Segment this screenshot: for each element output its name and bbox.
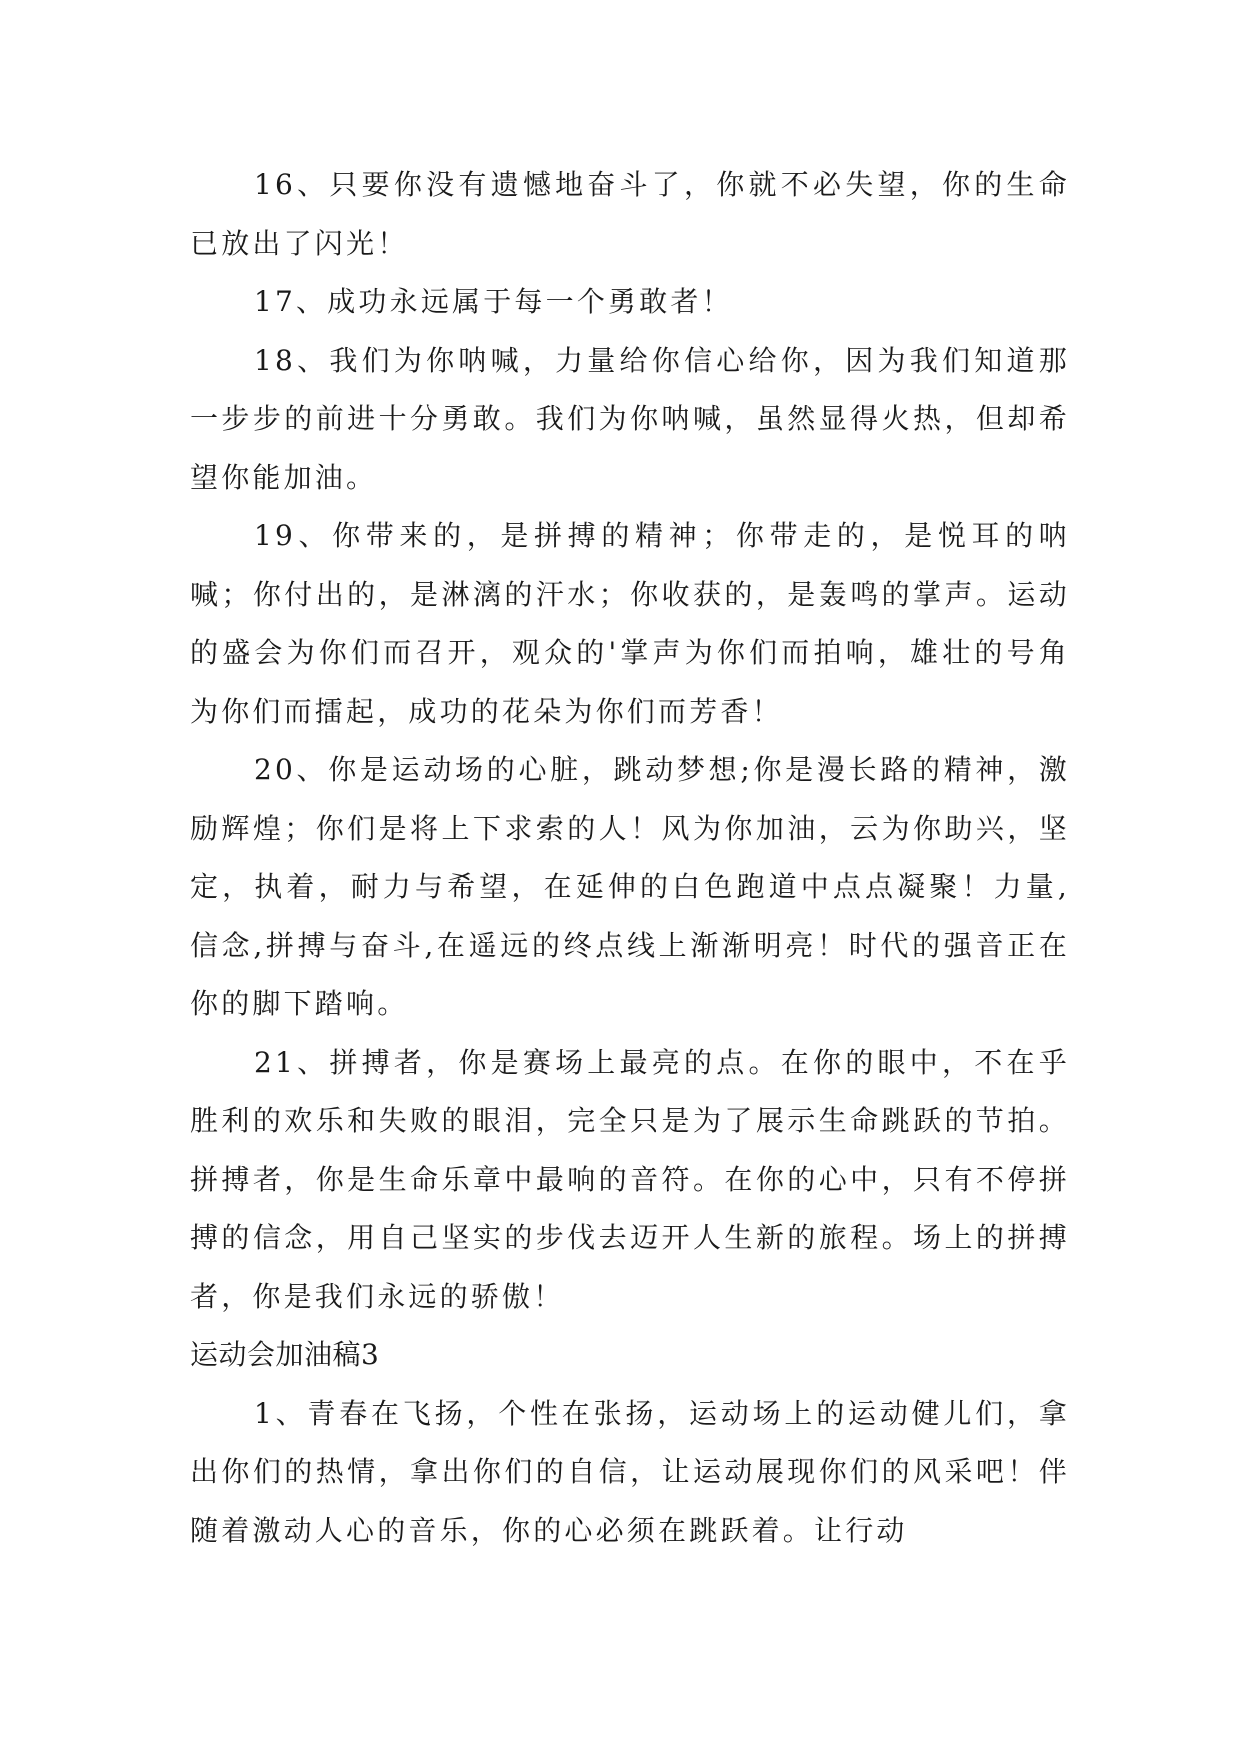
paragraph-19: 19、你带来的，是拼搏的精神；你带走的，是悦耳的呐喊；你付出的，是淋漓的汗水；你收获的，是轰鸣的掌声。运动的盛会为你们而召开，观众的'掌声为你们而拍响，雄壮的号角为你们而擂起，成功的花朵为你们而芳香！ — [190, 519, 1070, 728]
paragraph-16: 16、只要你没有遗憾地奋斗了，你就不必失望，你的生命已放出了闪光！ — [190, 168, 1070, 260]
paragraph-17: 17、成功永远属于每一个勇敢者！ — [254, 285, 733, 318]
paragraph-18: 18、我们为你呐喊，力量给你信心给你，因为我们知道那一步步的前进十分勇敢。我们为你呐喊，虽然显得火热，但却希望你能加油。 — [190, 343, 1070, 494]
paragraph-1: 1、青春在飞扬，个性在张扬，运动场上的运动健儿们，拿出你们的热情，拿出你们的自信，让运动展现你们的风采吧！伴随着激动人心的音乐，你的心必须在跳跃着。让行动 — [190, 1396, 1070, 1547]
paragraph-20: 20、你是运动场的心脏，跳动梦想;你是漫长路的精神，激励辉煌；你们是将上下求索的人！风为你加油，云为你助兴，坚定，执着，耐力与希望，在延伸的白色跑道中点点凝聚！力量,信念,拼搏与奋斗,在遥远的终点线上渐渐明亮！时代的强音正在你的脚下踏响。 — [190, 753, 1070, 1020]
document-body — [190, 156, 1070, 1560]
paragraph-21: 21、拼搏者，你是赛场上最亮的点。在你的眼中，不在乎胜利的欢乐和失败的眼泪，完全只是为了展示生命跳跃的节拍。拼搏者，你是生命乐章中最响的音符。在你的心中，只有不停拼搏的信念，用自己坚实的步伐去迈开人生新的旅程。场上的拼搏者，你是我们永远的骄傲！ — [190, 1045, 1070, 1313]
section-heading: 运动会加油稿3 — [190, 1338, 380, 1371]
